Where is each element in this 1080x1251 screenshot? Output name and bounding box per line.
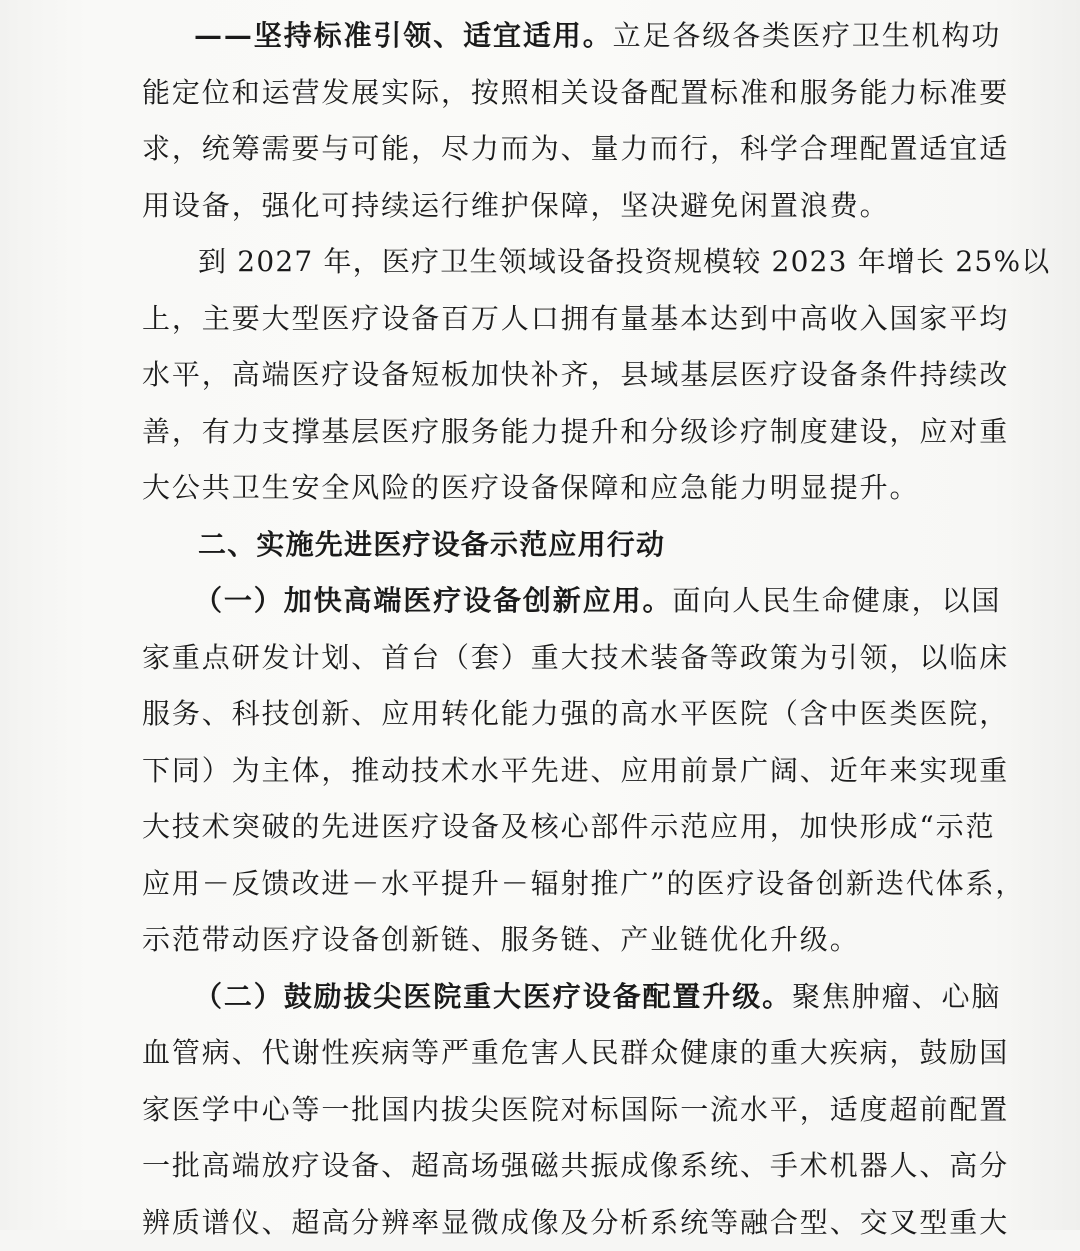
paragraph-text: 聚焦肿瘤、心脑 xyxy=(792,980,1001,1013)
paragraph-line: 应用－反馈改进－水平提升－辐射推广”的医疗设备创新迭代体系， xyxy=(142,856,954,913)
paragraph-line: 大技术突破的先进医疗设备及核心部件示范应用，加快形成“示范 xyxy=(142,799,954,856)
paragraph-lead: （二）鼓励拔尖医院重大医疗设备配置升级。 xyxy=(194,980,792,1013)
paragraph-line: 善，有力支撑基层医疗服务能力提升和分级诊疗制度建设，应对重 xyxy=(142,404,954,461)
paragraph-line: 血管病、代谢性疾病等严重危害人民群众健康的重大疾病，鼓励国 xyxy=(142,1025,954,1082)
paragraph-text: 面向人民生命健康，以国 xyxy=(672,584,1001,617)
paragraph-line: 辨质谱仪、超高分辨率显微成像及分析系统等融合型、交叉型重大 xyxy=(142,1195,954,1251)
paragraph-line xyxy=(142,969,954,1026)
paragraph-line: 水平，高端医疗设备短板加快补齐，县域基层医疗设备条件持续改 xyxy=(142,347,954,404)
paragraph-line: 服务、科技创新、应用转化能力强的高水平医院（含中医类医院， xyxy=(142,686,954,743)
paragraph-line: 家重点研发计划、首台（套）重大技术装备等政策为引领，以临床 xyxy=(142,630,954,687)
paragraph-line: 示范带动医疗设备创新链、服务链、产业链优化升级。 xyxy=(142,912,954,969)
document-body xyxy=(142,8,954,1251)
paragraph-line: 用设备，强化可持续运行维护保障，坚决避免闲置浪费。 xyxy=(142,178,954,235)
paragraph-lead: （一）加快高端医疗设备创新应用。 xyxy=(194,584,672,617)
section-heading: 二、实施先进医疗设备示范应用行动 xyxy=(142,517,954,574)
paragraph-line: 到 2027 年，医疗卫生领域设备投资规模较 2023 年增长 25%以 xyxy=(142,234,954,291)
paragraph-line xyxy=(142,8,954,65)
paragraph-line: 上，主要大型医疗设备百万人口拥有量基本达到中高收入国家平均 xyxy=(142,291,954,348)
paragraph-line: 下同）为主体，推动技术水平先进、应用前景广阔、近年来实现重 xyxy=(142,743,954,800)
paragraph-line: 一批高端放疗设备、超高场强磁共振成像系统、手术机器人、高分 xyxy=(142,1138,954,1195)
paragraph-line: 家医学中心等一批国内拔尖医院对标国际一流水平，适度超前配置 xyxy=(142,1082,954,1139)
paragraph-line xyxy=(142,573,954,630)
paragraph-text: 立足各级各类医疗卫生机构功 xyxy=(613,19,1002,52)
paragraph-lead: ——坚持标准引领、适宜适用。 xyxy=(194,19,613,52)
paragraph-line: 大公共卫生安全风险的医疗设备保障和应急能力明显提升。 xyxy=(142,460,954,517)
paragraph-line: 求，统筹需要与可能，尽力而为、量力而行，科学合理配置适宜适 xyxy=(142,121,954,178)
paragraph-line: 能定位和运营发展实际，按照相关设备配置标准和服务能力标准要 xyxy=(142,65,954,122)
